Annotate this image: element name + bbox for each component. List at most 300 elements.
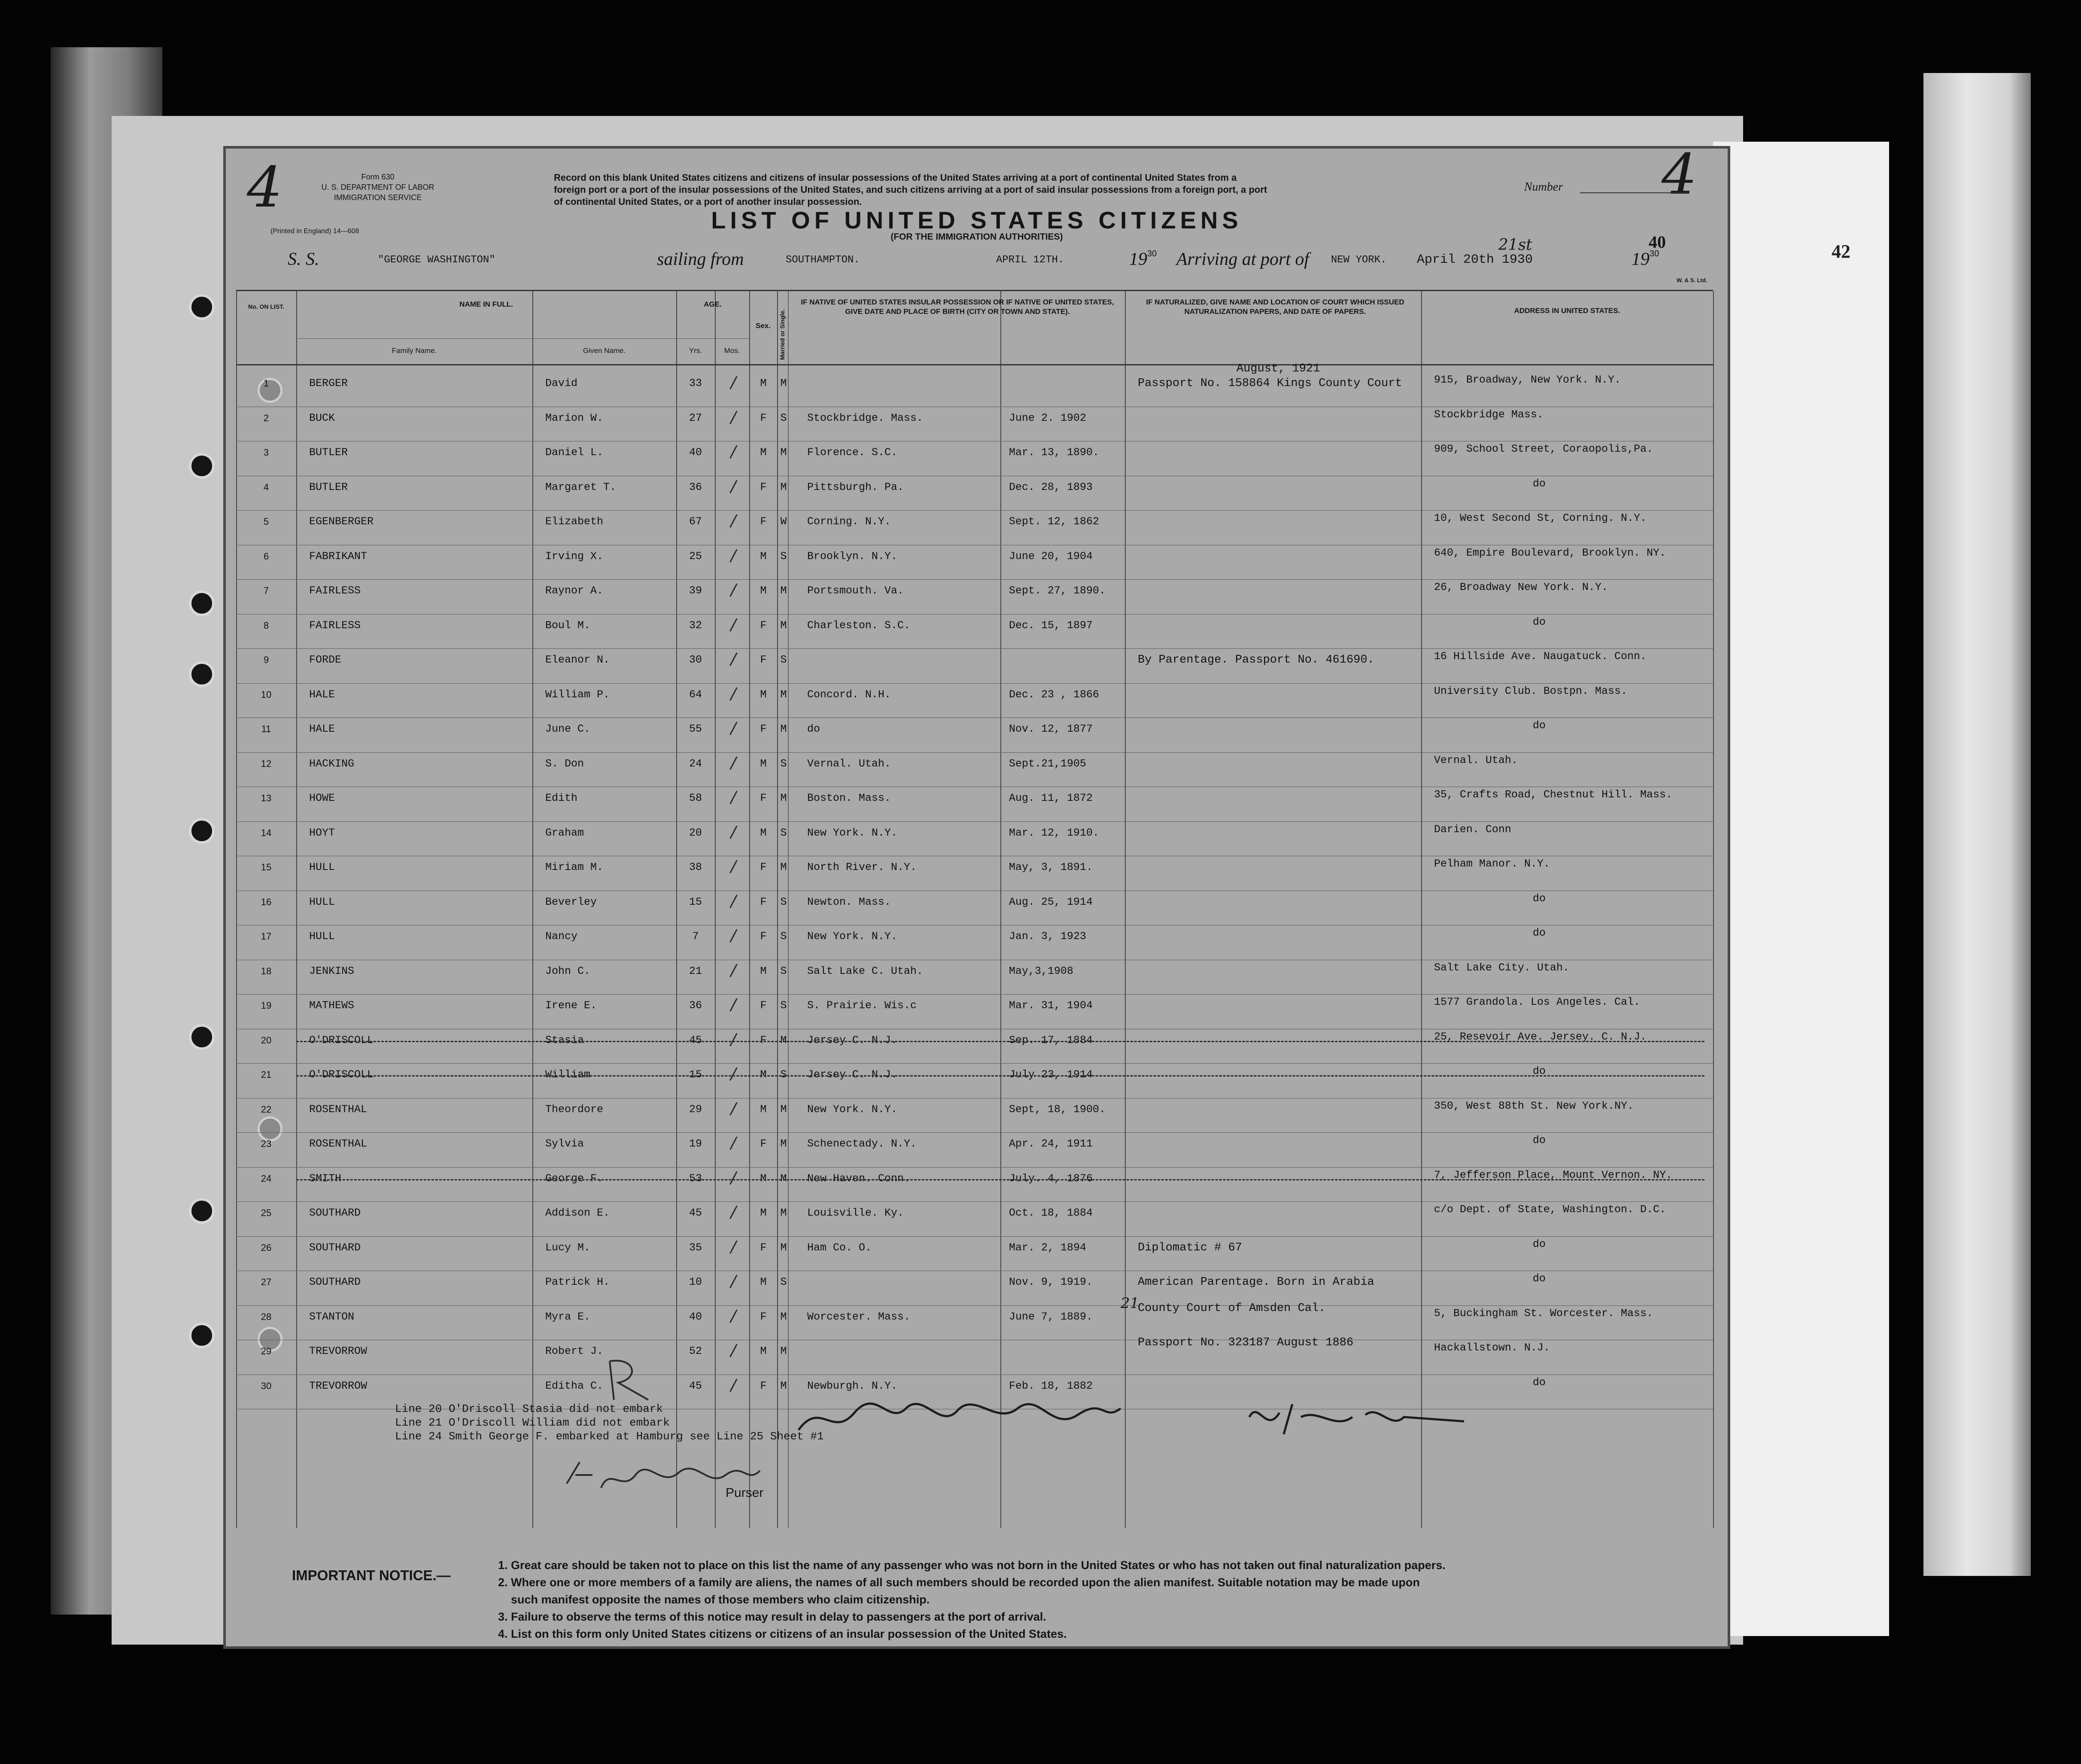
number-line	[1580, 192, 1687, 193]
family-name: BERGER	[309, 377, 348, 389]
address: 640, Empire Boulevard, Brooklyn. NY.	[1434, 546, 1666, 559]
given-name: Elizabeth	[545, 515, 604, 528]
col-header-married: Married or Single.	[779, 309, 786, 360]
row-rule	[236, 1201, 1713, 1202]
row-rule	[236, 648, 1713, 649]
family-name: O'DRISCOLL	[309, 1034, 374, 1046]
given-name: Stasia	[545, 1034, 584, 1046]
marital-status: S	[780, 550, 787, 563]
given-name: George F.	[545, 1172, 604, 1185]
naturalization-info: County Court of Amsden Cal.	[1138, 1302, 1326, 1315]
sailing-from-label: sailing from	[657, 249, 744, 269]
birth-date: Sept. 12, 1862	[1009, 515, 1100, 528]
arrival-port: NEW YORK.	[1331, 254, 1387, 266]
given-name: Irene E.	[545, 999, 597, 1012]
birth-date: Feb. 18, 1882	[1009, 1379, 1093, 1392]
age-years: 67	[689, 515, 702, 528]
family-name: FAIRLESS	[309, 584, 361, 597]
sex: F	[760, 411, 767, 424]
birth-place: S. Prairie. Wis.c	[807, 999, 917, 1012]
number-label: Number	[1524, 180, 1563, 194]
given-name: Boul M.	[545, 619, 591, 632]
row-number: 20	[261, 1034, 272, 1046]
manifest-table	[236, 290, 1713, 1558]
sex: M	[760, 1172, 767, 1185]
address: do	[1533, 1376, 1546, 1389]
col-header-given: Given Name.	[583, 347, 626, 355]
family-name: FABRIKANT	[309, 550, 368, 563]
family-name: HACKING	[309, 757, 355, 770]
check-mark	[723, 441, 738, 459]
check-mark	[723, 1271, 738, 1288]
birth-date: Dec. 15, 1897	[1009, 619, 1093, 632]
family-name: HULL	[309, 861, 335, 873]
printer-mark: W. & S. Ltd.	[1677, 277, 1707, 283]
birth-date: Apr. 24, 1911	[1009, 1137, 1093, 1150]
birth-place: Pittsburgh. Pa.	[807, 481, 904, 493]
row-number: 21	[261, 1069, 272, 1080]
age-years: 40	[689, 446, 702, 459]
age-years: 15	[689, 1068, 702, 1081]
row-number: 11	[261, 724, 271, 734]
marital-status: M	[780, 1034, 787, 1046]
check-mark	[723, 822, 738, 839]
check-mark	[723, 960, 738, 977]
marital-status: M	[780, 1172, 787, 1185]
birth-date: Aug. 11, 1872	[1009, 792, 1093, 804]
marital-status: M	[780, 861, 787, 873]
naturalization-info: American Parentage. Born in Arabia	[1138, 1276, 1374, 1289]
age-years: 38	[689, 861, 702, 873]
age-years: 33	[689, 377, 702, 389]
check-mark	[723, 407, 738, 424]
birth-place: New York. N.Y.	[807, 826, 898, 839]
col-header-mos: Mos.	[724, 347, 740, 355]
row-rule	[236, 994, 1713, 995]
strikethrough-line	[296, 1041, 1704, 1042]
row-rule	[236, 1236, 1713, 1237]
check-mark	[723, 925, 738, 943]
sex: F	[760, 1137, 767, 1150]
row-number: 8	[263, 620, 269, 631]
row-number: 28	[261, 1311, 272, 1322]
strikethrough-line	[296, 1179, 1704, 1180]
row-number: 17	[261, 931, 272, 942]
age-years: 30	[689, 654, 702, 666]
age-years: 32	[689, 619, 702, 632]
birth-place: Schenectady. N.Y.	[807, 1137, 917, 1150]
sex: M	[760, 1345, 767, 1357]
age-years: 45	[689, 1207, 702, 1219]
right-page-edge	[1923, 73, 2031, 1576]
row-number: 5	[263, 516, 269, 527]
birth-place: Florence. S.C.	[807, 446, 898, 459]
age-years: 35	[689, 1241, 702, 1254]
given-name: Beverley	[545, 895, 597, 908]
departure-port: SOUTHAMPTON.	[786, 254, 860, 266]
marital-status: M	[780, 446, 787, 459]
initial-mark	[601, 1353, 665, 1408]
birth-date: July. 4, 1876	[1009, 1172, 1093, 1185]
col-header-name: NAME IN FULL.	[459, 300, 513, 308]
row-number: 23	[261, 1138, 272, 1149]
marital-status: M	[780, 1241, 787, 1254]
check-mark	[723, 753, 738, 770]
birth-place: Stockbridge. Mass.	[807, 411, 924, 424]
given-name: Miriam M.	[545, 861, 604, 873]
inspector-signature	[794, 1391, 1610, 1447]
age-years: 52	[689, 1345, 702, 1357]
age-years: 25	[689, 550, 702, 563]
birth-place: Worcester. Mass.	[807, 1310, 911, 1323]
birth-place: Jersey C. N.J.	[807, 1034, 898, 1046]
birth-date: Sept. 27, 1890.	[1009, 584, 1106, 597]
binder-hole	[189, 294, 215, 320]
family-name: JENKINS	[309, 964, 355, 977]
address: 7, Jefferson Place, Mount Vernon. NY.	[1434, 1168, 1673, 1181]
row-number: 3	[263, 447, 269, 458]
birth-place: Concord. N.H.	[807, 688, 891, 701]
family-name: EGENBERGER	[309, 515, 374, 528]
sex: F	[760, 481, 767, 493]
given-name: Lucy M.	[545, 1241, 591, 1254]
address: 5, Buckingham St. Worcester. Mass.	[1434, 1307, 1653, 1320]
address: do	[1533, 1238, 1546, 1250]
age-years: 45	[689, 1379, 702, 1392]
check-mark	[723, 1098, 738, 1116]
age-years: 27	[689, 411, 702, 424]
sex: F	[760, 792, 767, 804]
age-years: 19	[689, 1137, 702, 1150]
address: University Club. Bostpn. Mass.	[1434, 684, 1628, 697]
instructions	[554, 172, 1370, 208]
note-line: Line 24 Smith George F. embarked at Hamburg see Line 25 Sheet #1	[395, 1430, 824, 1443]
birth-place: Portsmouth. Va.	[807, 584, 904, 597]
instruction-line: foreign port or a port of the insular possessions of the United States, and such citizens arriving at a port of said insular possessions from a foreign port, a port	[554, 184, 1267, 195]
col-header-age: AGE.	[704, 300, 722, 308]
marital-status: M	[780, 688, 787, 701]
address: 350, West 88th St. New York.NY.	[1434, 1099, 1634, 1112]
row-number: 25	[261, 1207, 272, 1218]
check-mark	[723, 787, 738, 804]
age-years: 15	[689, 895, 702, 908]
address: 35, Crafts Road, Chestnut Hill. Mass.	[1434, 788, 1673, 801]
family-name: HOWE	[309, 792, 335, 804]
citizen-list-sheet	[223, 142, 1730, 1649]
address: Darien. Conn	[1434, 823, 1512, 836]
row-number: 22	[261, 1104, 272, 1115]
address: do	[1533, 927, 1546, 939]
sex: F	[760, 1241, 767, 1254]
age-years: 7	[692, 930, 699, 943]
row-rule	[236, 1167, 1713, 1168]
instruction-line: Record on this blank United States citizens and citizens of insular possessions of the United States arriving at a port of continental United States from a	[554, 172, 1237, 183]
address: do	[1533, 719, 1546, 732]
marital-status: S	[780, 1276, 787, 1288]
age-years: 36	[689, 481, 702, 493]
given-name: Sylvia	[545, 1137, 584, 1150]
check-mark	[723, 891, 738, 908]
sex: M	[760, 757, 767, 770]
birth-place: Charleston. S.C.	[807, 619, 911, 632]
sex: F	[760, 930, 767, 943]
address: Stockbridge Mass.	[1434, 408, 1544, 421]
sex: F	[760, 654, 767, 666]
given-name: Theordore	[545, 1103, 604, 1116]
birth-place: Salt Lake C. Utah.	[807, 964, 924, 977]
col-header-naturalization: IF NATURALIZED, GIVE NAME AND LOCATION OF COURT WHICH ISSUED NATURALIZATION PAPERS, AND DATE OF PAPERS.	[1146, 298, 1404, 316]
notice-title: IMPORTANT NOTICE.—	[292, 1567, 451, 1583]
marital-status: M	[780, 792, 787, 804]
row-number: 2	[263, 412, 269, 423]
family-name: FORDE	[309, 654, 342, 666]
birth-place: Ham Co. O.	[807, 1241, 872, 1254]
given-name: John C.	[545, 964, 591, 977]
birth-date: Sep. 17, 1884	[1009, 1034, 1093, 1046]
col-header-sex: Sex.	[756, 322, 771, 330]
marital-status: S	[780, 826, 787, 839]
age-years: 64	[689, 688, 702, 701]
row-rule	[236, 683, 1713, 684]
birth-place: New York. N.Y.	[807, 1103, 898, 1116]
family-name: BUCK	[309, 411, 335, 424]
sheet-number: 40	[1649, 232, 1666, 252]
marital-status: W	[780, 515, 787, 528]
age-years: 24	[689, 757, 702, 770]
birth-place: Boston. Mass.	[807, 792, 891, 804]
sex: F	[760, 515, 767, 528]
margin-mark: 21	[1121, 1295, 1139, 1312]
given-name: Margaret T.	[545, 481, 617, 493]
birth-place: North River. N.Y.	[807, 861, 917, 873]
check-mark	[723, 1237, 738, 1254]
family-name: ROSENTHAL	[309, 1137, 368, 1150]
family-name: STANTON	[309, 1310, 355, 1323]
birth-date: Mar. 13, 1890.	[1009, 446, 1100, 459]
naturalization-date: August, 1921	[1236, 362, 1320, 375]
birth-date: Dec. 23 , 1866	[1009, 688, 1100, 701]
birth-date: June 2. 1902	[1009, 411, 1087, 424]
row-number: 14	[261, 827, 272, 838]
arrival-date-correction: 21st	[1498, 236, 1532, 254]
check-mark	[723, 511, 738, 528]
birth-date: Mar. 12, 1910.	[1009, 826, 1100, 839]
sex: F	[760, 1310, 767, 1323]
family-name: MATHEWS	[309, 999, 355, 1012]
family-name: BUTLER	[309, 446, 348, 459]
row-number: 26	[261, 1242, 272, 1253]
birth-place: Corning. N.Y.	[807, 515, 891, 528]
marital-status: M	[780, 1207, 787, 1219]
age-years: 20	[689, 826, 702, 839]
facing-page	[1713, 142, 1889, 1636]
page-title: LIST OF UNITED STATES CITIZENS	[711, 207, 1243, 234]
year-prefix: 19	[1631, 249, 1650, 269]
birth-date: Nov. 9, 1919.	[1009, 1276, 1093, 1288]
check-mark	[723, 614, 738, 632]
purser-label: Purser	[726, 1486, 764, 1500]
row-number: 15	[261, 862, 272, 873]
notice-line: such manifest opposite the names of those members who claim citizenship.	[511, 1593, 930, 1606]
sex: M	[760, 584, 767, 597]
birth-place: New Haven. Conn.	[807, 1172, 911, 1185]
sex: F	[760, 895, 767, 908]
col-header-no: No. ON LIST.	[248, 303, 284, 310]
address: 909, School Street, Coraopolis,Pa.	[1434, 443, 1653, 455]
given-name: June C.	[545, 723, 591, 735]
family-name: ROSENTHAL	[309, 1103, 368, 1116]
family-name: BUTLER	[309, 481, 348, 493]
given-name: William	[545, 1068, 591, 1081]
check-mark	[723, 1202, 738, 1219]
birth-place: Newburgh. N.Y.	[807, 1379, 898, 1392]
birth-place: Louisville. Ky.	[807, 1207, 904, 1219]
form-identifier	[286, 172, 470, 203]
address: do	[1533, 1065, 1546, 1077]
check-mark	[723, 476, 738, 493]
col-header-address: ADDRESS IN UNITED STATES.	[1514, 307, 1620, 315]
note-line: Line 21 O'Driscoll William did not embark	[395, 1416, 670, 1429]
address: Hackallstown. N.J.	[1434, 1341, 1550, 1354]
row-number: 9	[263, 654, 269, 665]
family-name: TREVORROW	[309, 1379, 368, 1392]
check-mark	[723, 718, 738, 735]
notice-line: 4. List on this form only United States citizens or citizens of an insular possession of the United States.	[498, 1627, 1067, 1640]
row-number: 29	[261, 1346, 272, 1356]
check-mark	[723, 856, 738, 873]
birth-date: Aug. 25, 1914	[1009, 895, 1093, 908]
family-name: TREVORROW	[309, 1345, 368, 1357]
row-number: 12	[261, 758, 272, 769]
sex: F	[760, 723, 767, 735]
family-name: HULL	[309, 895, 335, 908]
check-mark	[723, 1340, 738, 1357]
row-number: 30	[261, 1380, 272, 1391]
col-header-birth: IF NATIVE OF UNITED STATES INSULAR POSSESSION OR IF NATIVE OF UNITED STATES, GIVE DATE AND PLACE OF BIRTH (CITY OR TOWN AND STATE).	[801, 298, 1114, 316]
age-years: 40	[689, 1310, 702, 1323]
marital-status: M	[780, 1310, 787, 1323]
given-name: Daniel L.	[545, 446, 604, 459]
birth-date: Sept.21,1905	[1009, 757, 1087, 770]
check-mark	[723, 995, 738, 1012]
col-header-yrs: Yrs.	[689, 347, 702, 355]
check-mark	[723, 372, 738, 389]
binder-hole	[189, 818, 215, 844]
arriving-label: Arriving at port of	[1176, 249, 1309, 269]
row-number: 4	[263, 481, 269, 493]
birth-place: Newton. Mass.	[807, 895, 891, 908]
check-mark	[723, 1133, 738, 1150]
check-mark	[723, 1168, 738, 1185]
check-mark	[723, 649, 738, 666]
address: 16 Hillside Ave. Naugatuck. Conn.	[1434, 650, 1647, 663]
age-years: 36	[689, 999, 702, 1012]
family-name: HALE	[309, 723, 335, 735]
marital-status: S	[780, 757, 787, 770]
naturalization-info: Passport No. 323187 August 1886	[1138, 1336, 1354, 1349]
given-name: Addison E.	[545, 1207, 610, 1219]
address: do	[1533, 477, 1546, 490]
corner-number-right: 4	[1662, 142, 1697, 207]
binder-hole	[189, 1198, 215, 1224]
check-mark	[723, 1306, 738, 1323]
given-name: S. Don	[545, 757, 584, 770]
marital-status: M	[780, 1345, 787, 1357]
row-rule	[236, 821, 1713, 822]
marital-status: S	[780, 999, 787, 1012]
sex: M	[760, 1068, 767, 1081]
check-mark	[723, 545, 738, 563]
row-number: 13	[261, 793, 272, 803]
age-years: 45	[689, 1034, 702, 1046]
col-header-family: Family Name.	[392, 347, 437, 355]
row-number: 16	[261, 896, 272, 907]
birth-date: June 7, 1889.	[1009, 1310, 1093, 1323]
birth-place: Brooklyn. N.Y.	[807, 550, 898, 563]
row-number: 10	[261, 689, 272, 700]
given-name: Marion W.	[545, 411, 604, 424]
address: do	[1533, 1134, 1546, 1147]
row-number: 7	[263, 585, 269, 596]
given-name: Nancy	[545, 930, 578, 943]
notice-line: 1. Great care should be taken not to place on this list the name of any passenger who was not born in the United States or who has not taken out final naturalization papers.	[498, 1559, 1446, 1572]
given-name: David	[545, 377, 578, 389]
notice-line: 3. Failure to observe the terms of this notice may result in delay to passengers at the port of arrival.	[498, 1610, 1046, 1623]
address: Vernal. Utah.	[1434, 754, 1518, 766]
address: 26, Broadway New York. N.Y.	[1434, 581, 1608, 593]
family-name: HULL	[309, 930, 335, 943]
marital-status: M	[780, 481, 787, 493]
address: 10, West Second St, Corning. N.Y.	[1434, 512, 1647, 524]
birth-place: Jersey C. N.J.	[807, 1068, 898, 1081]
row-number: 24	[261, 1173, 272, 1184]
note-line: Line 20 O'Driscoll Stasia did not embark	[395, 1402, 663, 1415]
printed-note: (Printed in England) 14—608	[270, 228, 359, 235]
age-years: 29	[689, 1103, 702, 1116]
ss-label: S. S.	[288, 249, 319, 269]
row-number: 19	[261, 1000, 272, 1011]
check-mark	[723, 1064, 738, 1081]
ship-name: "GEORGE WASHINGTON"	[378, 254, 495, 266]
address: do	[1533, 1272, 1546, 1285]
given-name: Robert J.	[545, 1345, 604, 1357]
marital-status: M	[780, 377, 787, 389]
age-years: 58	[689, 792, 702, 804]
address: 1577 Grandola. Los Angeles. Cal.	[1434, 996, 1640, 1008]
marital-status: S	[780, 411, 787, 424]
given-name: Irving X.	[545, 550, 604, 563]
naturalization-info: Diplomatic # 67	[1138, 1241, 1243, 1254]
corner-number-left: 4	[247, 155, 283, 220]
marital-status: S	[780, 895, 787, 908]
binder-hole	[189, 1024, 215, 1050]
birth-date: Mar. 31, 1904	[1009, 999, 1093, 1012]
binder-hole	[189, 1323, 215, 1348]
given-name: Eleanor N.	[545, 654, 610, 666]
sex: M	[760, 550, 767, 563]
marital-status: S	[780, 930, 787, 943]
birth-place: do	[807, 723, 820, 735]
family-name: HOYT	[309, 826, 335, 839]
naturalization-info: Passport No. 158864 Kings County Court	[1138, 377, 1402, 390]
family-name: SOUTHARD	[309, 1276, 361, 1288]
age-years: 53	[689, 1172, 702, 1185]
given-name: Editha C.	[545, 1379, 604, 1392]
sex: F	[760, 619, 767, 632]
important-notice	[498, 1557, 1709, 1642]
departure-date: APRIL 12TH.	[996, 254, 1064, 266]
row-rule	[236, 579, 1713, 580]
